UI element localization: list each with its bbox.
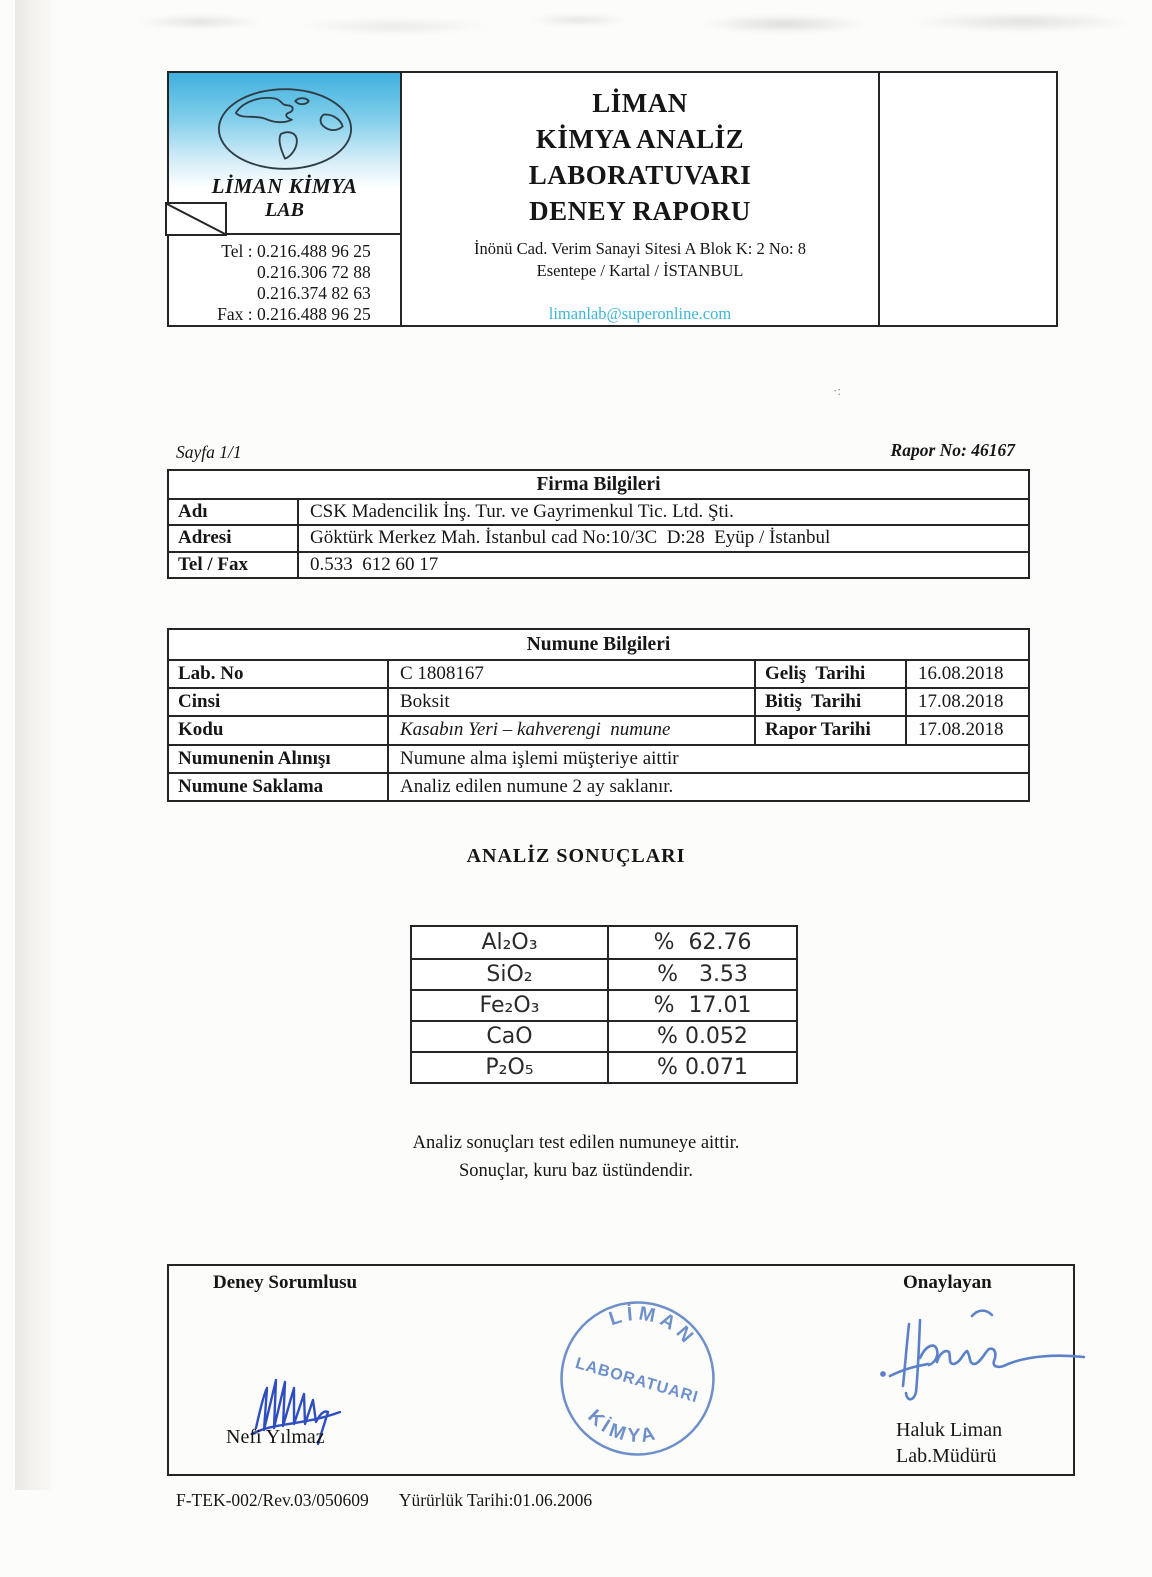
header-empty-cell bbox=[880, 73, 1056, 325]
header-box bbox=[167, 71, 1058, 327]
table-title: Numune Bilgileri bbox=[526, 633, 671, 655]
report-title-cell bbox=[402, 73, 880, 325]
sample-info-table bbox=[167, 628, 1030, 802]
scan-edge-artifact bbox=[15, 0, 51, 1490]
approver-name: Haluk Liman bbox=[896, 1419, 1003, 1441]
row-value: Analiz edilen numune 2 ay saklanır. bbox=[387, 772, 1028, 800]
lab-stamp-icon bbox=[545, 1286, 730, 1471]
row-value: Numune alma işlemi müşteriye aittir bbox=[387, 744, 1028, 772]
row-value: Kasabın Yeri – kahverengi numune bbox=[387, 715, 754, 743]
tester-title: Deney Sorumlusu bbox=[213, 1272, 358, 1293]
row-label: Cinsi bbox=[169, 687, 387, 715]
tel-label: Tel : bbox=[221, 241, 257, 261]
stamp-bottom-text: KİMYA bbox=[583, 1405, 661, 1448]
row-value: Göktürk Merkez Mah. İstanbul cad No:10/3C D:28 Eyüp / İstanbul bbox=[297, 524, 1028, 550]
globe-icon bbox=[200, 79, 370, 179]
scan-speck: ·: bbox=[833, 383, 841, 398]
tel-number: 0.216.488 96 25 bbox=[257, 241, 371, 261]
value-cell: % 62.76 bbox=[607, 927, 796, 958]
row-value: 17.08.2018 bbox=[905, 715, 1028, 743]
row-value: 17.08.2018 bbox=[905, 687, 1028, 715]
formula-cell: SiO₂ bbox=[412, 958, 607, 989]
report-title-line: DENEY RAPORU bbox=[529, 196, 751, 226]
validity-date: Yürürlük Tarihi:01.06.2006 bbox=[398, 1490, 593, 1510]
approver-role: Lab.Müdürü bbox=[896, 1445, 997, 1467]
tel-number: 0.216.306 72 88 bbox=[257, 262, 371, 282]
row-label: Kodu bbox=[169, 715, 387, 743]
row-label: Tel / Fax bbox=[169, 551, 297, 577]
form-code: F-TEK-002/Rev.03/050609 bbox=[176, 1490, 369, 1510]
logo-art bbox=[169, 73, 400, 235]
row-value: CSK Madencilik İnş. Tur. ve Gayrimenkul Tic. Ltd. Şti. bbox=[297, 498, 1028, 524]
approver-signature-icon bbox=[876, 1304, 1091, 1409]
scan-noise-artifact bbox=[70, 4, 1152, 44]
results-note: Analiz sonuçları test edilen numuneye aittir. bbox=[412, 1133, 740, 1153]
svg-text:KİMYA bbox=[580, 1402, 666, 1455]
row-value: C 1808167 bbox=[387, 659, 754, 687]
company-info-table bbox=[167, 469, 1030, 579]
row-value: Boksit bbox=[387, 687, 754, 715]
tester-name: Nefi Yılmaz bbox=[226, 1426, 325, 1448]
formula-cell: P₂O₅ bbox=[412, 1051, 607, 1082]
row-label: Lab. No bbox=[169, 659, 387, 687]
row-label: Bitiş Tarihi bbox=[754, 687, 905, 715]
page-number: Sayfa 1/1 bbox=[176, 442, 242, 462]
formula-cell: CaO bbox=[412, 1020, 607, 1051]
logo-name: LİMAN KİMYA bbox=[211, 174, 358, 198]
lab-email: limanlab@superonline.com bbox=[548, 304, 732, 323]
value-cell: % 0.052 bbox=[607, 1020, 796, 1051]
row-value: 0.533 612 60 17 bbox=[297, 551, 1028, 577]
row-label: Geliş Tarihi bbox=[754, 659, 905, 687]
fax-number: 0.216.488 96 25 bbox=[257, 304, 371, 324]
value-cell: % 17.01 bbox=[607, 989, 796, 1020]
stamp-middle-text: LABORATUARI bbox=[573, 1354, 701, 1407]
logo-cell bbox=[169, 73, 402, 325]
value-cell: % 0.071 bbox=[607, 1051, 796, 1082]
row-value: 16.08.2018 bbox=[905, 659, 1028, 687]
report-title-line: KİMYA ANALİZ bbox=[535, 124, 745, 154]
results-note: Sonuçlar, kuru baz üstündendir. bbox=[458, 1161, 694, 1181]
table-title: Firma Bilgileri bbox=[536, 473, 661, 495]
stamp-top-text: LİMAN bbox=[606, 1302, 701, 1351]
logo-sub-name: LAB bbox=[265, 199, 304, 221]
footer-line bbox=[176, 1490, 592, 1511]
formula-cell: Al₂O₃ bbox=[481, 930, 538, 955]
row-label: Adı bbox=[169, 498, 297, 524]
analysis-results-table bbox=[410, 925, 798, 1084]
results-title: ANALİZ SONUÇLARI bbox=[466, 845, 686, 867]
approver-name-block bbox=[896, 1417, 1002, 1469]
report-number: Rapor No: 46167 bbox=[890, 440, 1015, 460]
report-title-line: LİMAN bbox=[592, 88, 688, 118]
report-title-line: LABORATUVARI bbox=[528, 160, 752, 190]
approver-title: Onaylayan bbox=[903, 1272, 992, 1293]
fax-label: Fax : bbox=[217, 304, 257, 324]
tel-number: 0.216.374 82 63 bbox=[257, 283, 371, 303]
value-cell: % 3.53 bbox=[607, 958, 796, 989]
contact-block bbox=[169, 235, 400, 325]
formula-cell: Fe₂O₃ bbox=[412, 989, 607, 1020]
lab-address: İnönü Cad. Verim Sanayi Sitesi A Blok K: 2 No: 8 Esentepe / Kartal / İSTANBUL bbox=[474, 239, 806, 280]
row-label: Numune Saklama bbox=[169, 772, 387, 800]
row-label: Adresi bbox=[169, 524, 297, 550]
folded-corner-icon bbox=[165, 202, 227, 236]
row-label: Numunenin Alınışı bbox=[169, 744, 387, 772]
row-label: Rapor Tarihi bbox=[754, 715, 905, 743]
